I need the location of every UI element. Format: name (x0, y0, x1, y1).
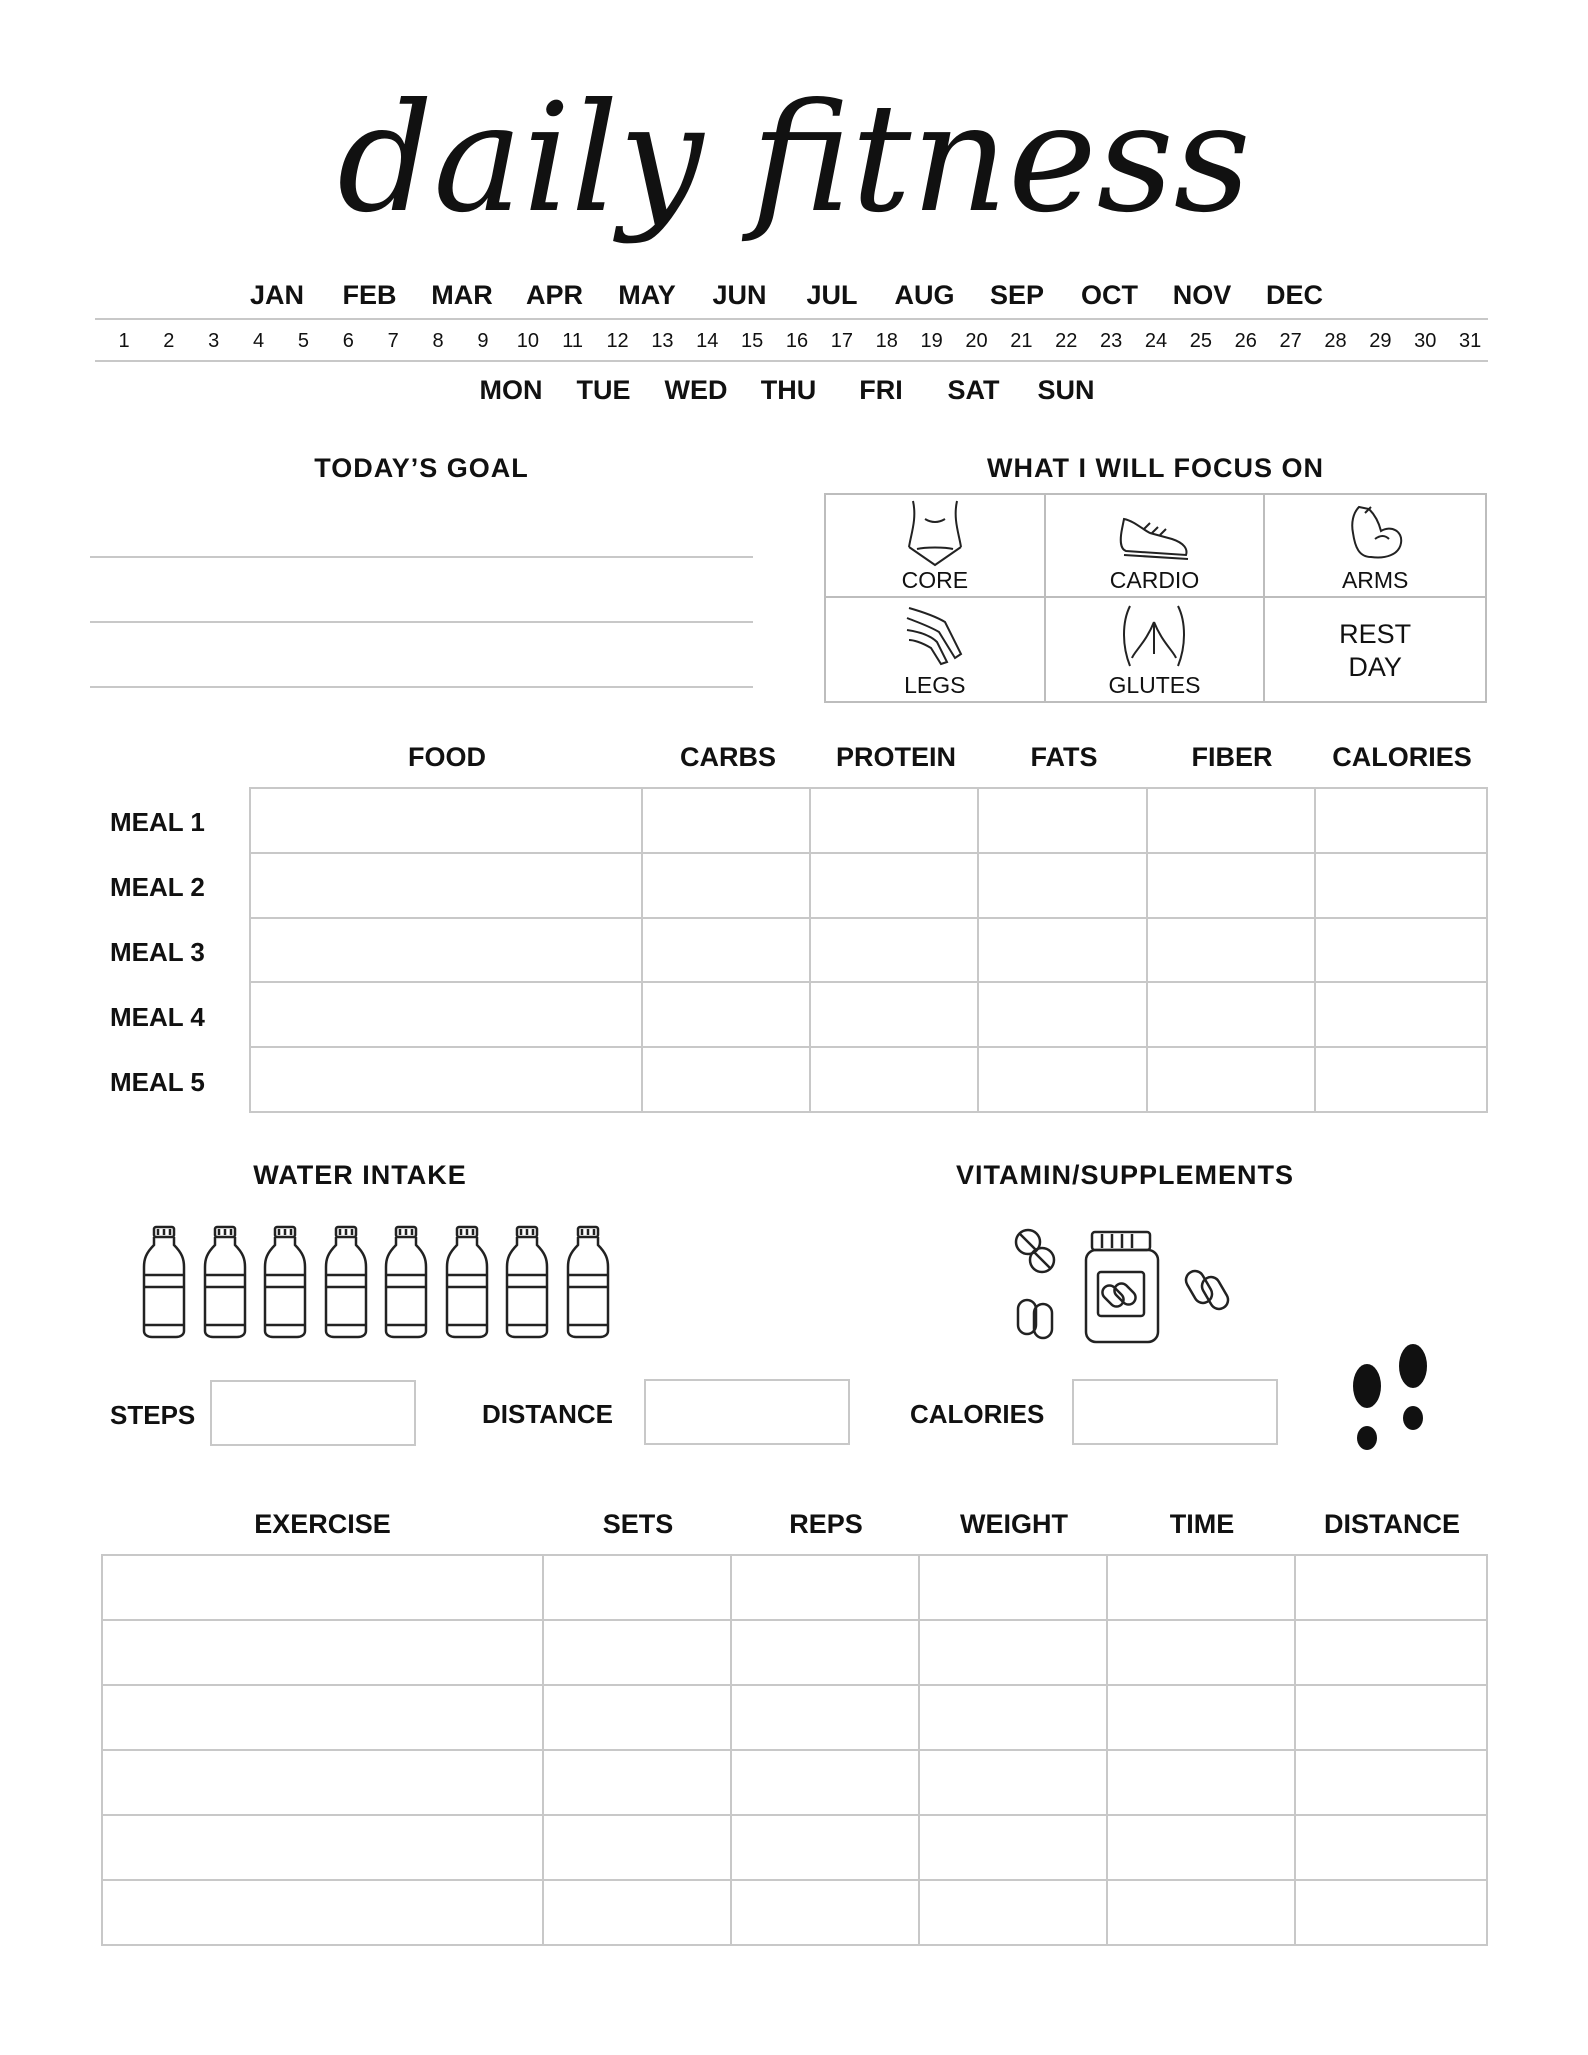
focus-rest-label (1265, 618, 1485, 684)
day-option[interactable]: 27 (1279, 330, 1302, 352)
exercise-cell[interactable] (1107, 1815, 1295, 1880)
meal-col-protein: PROTEIN (835, 742, 956, 772)
month-option[interactable]: JUL (806, 280, 858, 310)
meal-cell[interactable] (250, 853, 642, 918)
meal-col-fats: FATS (1030, 742, 1098, 772)
weekday-option[interactable]: TUE (576, 375, 631, 405)
meal-cell[interactable] (810, 1047, 978, 1112)
month-option[interactable]: FEB (342, 280, 397, 310)
biceps-icon (1335, 499, 1415, 569)
day-option[interactable]: 7 (387, 330, 399, 352)
exercise-cell[interactable] (1107, 1750, 1295, 1815)
exercise-cell[interactable] (919, 1620, 1107, 1685)
exercise-col-time: TIME (1169, 1509, 1235, 1539)
page-title-text: daily fitness (337, 72, 1251, 246)
meal-cell[interactable] (1147, 918, 1315, 983)
day-option[interactable]: 11 (562, 330, 584, 352)
meal-cell[interactable] (978, 918, 1146, 983)
month-option[interactable]: DEC (1265, 280, 1323, 310)
exercise-cell[interactable] (919, 1685, 1107, 1750)
meal-cell[interactable] (642, 788, 810, 853)
exercise-cell[interactable] (543, 1620, 731, 1685)
water-bottle-icon[interactable] (564, 1225, 612, 1340)
exercise-cell[interactable] (1295, 1880, 1487, 1945)
exercise-row (102, 1620, 1487, 1685)
meal-col-calories: CALORIES (1332, 742, 1472, 772)
focus-heading: WHAT I WILL FOCUS ON (987, 453, 1324, 483)
distance-input[interactable] (644, 1379, 850, 1445)
calories-input[interactable] (1072, 1379, 1278, 1445)
water-bottle-icon[interactable] (443, 1225, 491, 1340)
exercise-cell[interactable] (1295, 1555, 1487, 1620)
meal-row (250, 1047, 1487, 1112)
exercise-cell[interactable] (1295, 1750, 1487, 1815)
month-option[interactable]: JAN (249, 280, 304, 310)
day-option[interactable]: 14 (696, 330, 719, 352)
exercise-cell[interactable] (102, 1750, 543, 1815)
glutes-icon (1114, 602, 1194, 672)
meal-cell[interactable] (978, 982, 1146, 1047)
weekday-option[interactable]: THU (760, 375, 817, 405)
focus-core[interactable] (826, 495, 1046, 598)
weekday-option[interactable]: FRI (859, 375, 903, 405)
distance-label: DISTANCE (482, 1399, 613, 1429)
meal-cell[interactable] (1315, 853, 1487, 918)
exercise-cell[interactable] (919, 1815, 1107, 1880)
meal-cell[interactable] (978, 853, 1146, 918)
meal-cell[interactable] (642, 918, 810, 983)
footprints-icon (1345, 1340, 1435, 1460)
exercise-cell[interactable] (102, 1815, 543, 1880)
meal-cell[interactable] (642, 982, 810, 1047)
jar-icon (1086, 1232, 1158, 1342)
day-option[interactable]: 18 (875, 330, 898, 352)
exercise-cell[interactable] (1295, 1620, 1487, 1685)
focus-grid (824, 493, 1487, 703)
exercise-row (102, 1880, 1487, 1945)
meal-row (250, 853, 1487, 918)
exercise-cell[interactable] (919, 1880, 1107, 1945)
meal-cell[interactable] (1147, 788, 1315, 853)
meal-cell[interactable] (1315, 982, 1487, 1047)
focus-label: LEGS (904, 672, 966, 698)
focus-glutes[interactable] (1046, 598, 1266, 701)
exercise-table (101, 1554, 1488, 1946)
water-bottle-icon[interactable] (261, 1225, 309, 1340)
day-option[interactable]: 17 (830, 330, 854, 352)
meal-cell[interactable] (810, 982, 978, 1047)
month-option[interactable]: MAR (431, 280, 493, 310)
meal-cell[interactable] (642, 1047, 810, 1112)
exercise-cell[interactable] (543, 1685, 731, 1750)
divider (95, 360, 1488, 362)
water-bottle-icon[interactable] (201, 1225, 249, 1340)
focus-label: ARMS (1341, 567, 1409, 593)
meal-cell[interactable] (978, 1047, 1146, 1112)
weekday-option[interactable]: MON (479, 375, 543, 405)
legs-icon (895, 602, 975, 672)
meal-label: MEAL 4 (110, 1002, 205, 1032)
meal-row (250, 788, 1487, 853)
focus-label: GLUTES (1108, 672, 1201, 698)
exercise-row (102, 1685, 1487, 1750)
exercise-row (102, 1555, 1487, 1620)
exercise-col-weight: WEIGHT (960, 1509, 1068, 1539)
exercise-cell[interactable] (543, 1815, 731, 1880)
day-option[interactable]: 15 (741, 330, 764, 352)
focus-label: CORE (901, 567, 969, 593)
weekday-option[interactable]: WED (664, 375, 728, 405)
exercise-cell[interactable] (1295, 1685, 1487, 1750)
core-icon (895, 499, 975, 569)
weekday-option[interactable]: SUN (1037, 375, 1095, 405)
day-option[interactable]: 31 (1458, 330, 1482, 352)
exercise-cell[interactable] (919, 1555, 1107, 1620)
day-option[interactable]: 13 (651, 330, 674, 352)
month-option[interactable]: JUN (712, 280, 767, 310)
rest-line-1: REST (1339, 619, 1412, 649)
meal-col-carbs: CARBS (679, 742, 776, 772)
water-bottle-icon[interactable] (382, 1225, 430, 1340)
page-title (0, 70, 1588, 280)
day-option[interactable]: 10 (516, 330, 539, 352)
day-option[interactable]: 30 (1414, 330, 1437, 352)
meal-cell[interactable] (1315, 1047, 1487, 1112)
supplements-icon (1000, 1220, 1250, 1350)
day-option[interactable]: 29 (1369, 330, 1392, 352)
day-option[interactable]: 28 (1324, 330, 1347, 352)
exercise-cell[interactable] (731, 1685, 919, 1750)
day-option[interactable]: 25 (1189, 330, 1212, 352)
day-option[interactable]: 19 (920, 330, 943, 352)
exercise-cell[interactable] (102, 1880, 543, 1945)
month-option[interactable]: SEP (989, 280, 1045, 310)
exercise-cell[interactable] (1107, 1880, 1295, 1945)
day-option[interactable]: 6 (342, 330, 354, 352)
exercise-cell[interactable] (731, 1620, 919, 1685)
focus-cardio[interactable] (1046, 495, 1266, 598)
meal-cell[interactable] (1147, 982, 1315, 1047)
day-option[interactable]: 26 (1234, 330, 1257, 352)
water-bottle-icon[interactable] (322, 1225, 370, 1340)
day-option[interactable]: 21 (1010, 330, 1033, 352)
goal-line[interactable] (90, 686, 753, 688)
exercise-col-distance: DISTANCE (1323, 1509, 1460, 1539)
day-option[interactable]: 9 (477, 330, 489, 352)
day-option[interactable]: 20 (965, 330, 988, 352)
day-option[interactable]: 2 (163, 330, 175, 352)
exercise-cell[interactable] (919, 1750, 1107, 1815)
month-option[interactable]: NOV (1172, 280, 1232, 310)
meal-col-fiber: FIBER (1191, 742, 1273, 772)
exercise-cell[interactable] (543, 1880, 731, 1945)
meal-row (250, 982, 1487, 1047)
month-option[interactable]: OCT (1081, 280, 1138, 310)
exercise-cell[interactable] (543, 1555, 731, 1620)
focus-legs[interactable] (826, 598, 1046, 701)
day-option[interactable]: 12 (606, 330, 629, 352)
focus-label: CARDIO (1109, 567, 1200, 593)
meal-cell[interactable] (250, 788, 642, 853)
goal-line[interactable] (90, 556, 753, 558)
water-heading: WATER INTAKE (253, 1160, 467, 1190)
exercise-cell[interactable] (731, 1815, 919, 1880)
exercise-cell[interactable] (1107, 1555, 1295, 1620)
water-bottle-icon[interactable] (503, 1225, 551, 1340)
water-bottle-icon[interactable] (140, 1225, 188, 1340)
meal-cell[interactable] (810, 918, 978, 983)
meal-table (249, 787, 1488, 1113)
goal-heading: TODAY’S GOAL (314, 453, 529, 483)
meal-cell[interactable] (250, 918, 642, 983)
divider (95, 318, 1488, 320)
month-option[interactable]: APR (525, 280, 583, 310)
meal-label: MEAL 2 (110, 872, 205, 902)
meal-col-food: FOOD (408, 742, 486, 772)
exercise-col-exercise: EXERCISE (254, 1509, 391, 1539)
day-option[interactable]: 4 (253, 330, 265, 352)
meal-cell[interactable] (1315, 918, 1487, 983)
meal-cell[interactable] (1147, 1047, 1315, 1112)
sneaker-icon (1114, 499, 1194, 569)
exercise-cell[interactable] (1295, 1815, 1487, 1880)
meal-cell[interactable] (1315, 788, 1487, 853)
focus-arms[interactable] (1265, 495, 1485, 598)
meal-cell[interactable] (250, 1047, 642, 1112)
exercise-col-sets: SETS (602, 1509, 674, 1539)
meal-row (250, 918, 1487, 983)
meal-label: MEAL 3 (110, 937, 205, 967)
supplements-heading: VITAMIN/SUPPLEMENTS (955, 1160, 1295, 1190)
meal-cell[interactable] (978, 788, 1146, 853)
month-option[interactable]: MAY (618, 280, 676, 310)
day-option[interactable]: 5 (297, 330, 310, 352)
exercise-cell[interactable] (102, 1555, 543, 1620)
exercise-cell[interactable] (1107, 1685, 1295, 1750)
exercise-cell[interactable] (543, 1750, 731, 1815)
exercise-cell[interactable] (102, 1620, 543, 1685)
month-option[interactable]: AUG (894, 280, 955, 310)
day-option[interactable]: 23 (1100, 330, 1123, 352)
pill-icon (1016, 1230, 1054, 1272)
day-option[interactable]: 8 (432, 330, 444, 352)
exercise-row (102, 1750, 1487, 1815)
exercise-row (102, 1815, 1487, 1880)
meal-cell[interactable] (642, 853, 810, 918)
water-bottles (140, 1225, 620, 1340)
rest-line-2: DAY (1348, 652, 1402, 682)
exercise-col-reps: REPS (789, 1509, 863, 1539)
meal-cell[interactable] (810, 853, 978, 918)
day-option[interactable]: 16 (785, 330, 809, 352)
day-option[interactable]: 3 (208, 330, 220, 352)
day-option[interactable]: 24 (1144, 330, 1168, 352)
exercise-cell[interactable] (1107, 1620, 1295, 1685)
day-option[interactable]: 1 (118, 330, 130, 352)
steps-input[interactable] (210, 1380, 416, 1446)
meal-cell[interactable] (1147, 853, 1315, 918)
exercise-cell[interactable] (102, 1685, 543, 1750)
meal-cell[interactable] (250, 982, 642, 1047)
weekday-option[interactable]: SAT (947, 375, 1000, 405)
meal-label: MEAL 5 (110, 1067, 205, 1097)
focus-rest-day[interactable] (1265, 598, 1485, 701)
calories-label: CALORIES (910, 1399, 1045, 1429)
day-option[interactable]: 22 (1055, 330, 1078, 352)
exercise-cell[interactable] (731, 1555, 919, 1620)
meal-label: MEAL 1 (110, 807, 205, 837)
steps-label: STEPS (110, 1400, 196, 1430)
exercise-cell[interactable] (731, 1880, 919, 1945)
goal-line[interactable] (90, 621, 753, 623)
exercise-cell[interactable] (731, 1750, 919, 1815)
meal-cell[interactable] (810, 788, 978, 853)
